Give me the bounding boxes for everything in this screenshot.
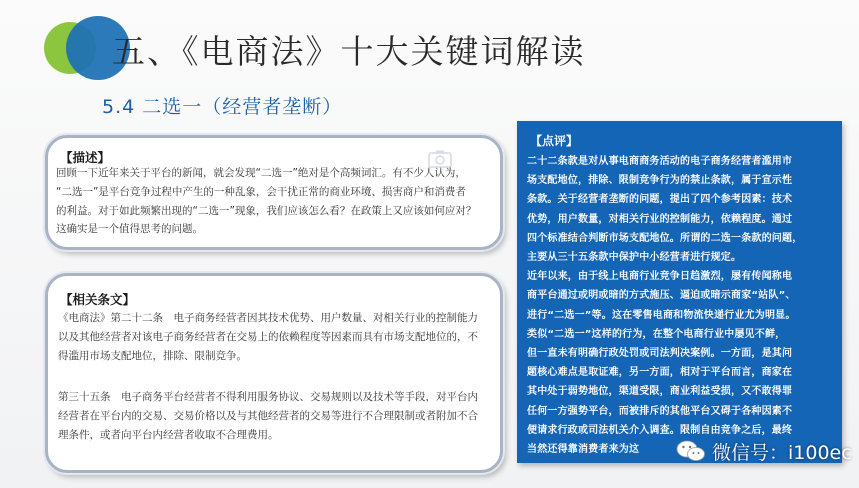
articles-box xyxy=(45,273,503,473)
comment-line: 条款。关于经营者垄断的问题，提出了四个参考因素：技术 xyxy=(527,194,793,206)
comment-line: 进行“二选一”等。这在零售电商和物流快递行业尤为明显。 xyxy=(527,309,796,321)
comment-line: 当然还得靠消费者来为这 xyxy=(527,444,640,456)
comment-line: 商平台通过或明或暗的方式施压、逼迫或暗示商家“站队”、 xyxy=(527,290,796,302)
comment-line: 便请求行政或司法机关介入调查。限制自由竞争之后，最终 xyxy=(527,424,793,436)
camera-icon xyxy=(428,150,452,168)
comment-line: 其中处于弱势地位，渠道受限，商业利益受损，又不敢得罪 xyxy=(527,386,793,398)
comment-line: 近年以来，由于线上电商行业竞争日趋激烈，屡有传闻称电 xyxy=(527,271,793,283)
describe-line: 这确实是一个值得思考的问题。 xyxy=(56,223,203,236)
comment-line: 优势，用户数量，对相关行业的控制能力，依赖程度。通过 xyxy=(527,213,793,225)
describe-line: 回顾一下近年来关于平台的新闻，就会发现“二选一”绝对是个高频词汇。有不少人认为， xyxy=(56,167,466,179)
article-line: 《电商法》第二十二条 电子商务经营者因其技术优势、用户数量、对相关行业的控制能力 xyxy=(58,312,478,324)
comment-line: 四个标准结合判断市场支配地位。所谓的二选一条款的问题， xyxy=(527,232,803,244)
comment-line: 题核心难点是取证难，另一方面，相对于平台而言，商家在 xyxy=(527,367,793,379)
wechat-icon xyxy=(676,439,706,463)
article-line: 第三十五条 电子商务平台经营者不得利用服务协议、交易规则以及技术等手段，对平台内 xyxy=(58,391,478,403)
comment-heading: 【点评】 xyxy=(530,134,579,148)
describe-text xyxy=(56,164,494,239)
comment-line: 场支配地位，排除、限制竞争行为的禁止条款，属于宣示性 xyxy=(527,175,793,187)
watermark-text: 微信号：i100ec xyxy=(712,441,852,464)
article-22 xyxy=(58,309,494,365)
page-subtitle: 5.4 二选一（经营者垄断） xyxy=(102,96,343,118)
describe-line: 的利益。对于如此频繁出现的“二选一”现象，我们应该怎么看？在政策上又应该如何应对？ xyxy=(56,204,477,217)
describe-line: “二选一”是平台竞争过程中产生的一种乱象，会干扰正常的商业环境、损害商户和消费者 xyxy=(56,185,466,198)
wechat-watermark xyxy=(676,434,852,468)
page-title: 五、《电商法》十大关键词解读 xyxy=(112,32,586,71)
article-line: 得滥用市场支配地位，排除、限制竞争。 xyxy=(58,349,247,362)
comment-line: 主要从三十五条款中保护中小经营者进行规定。 xyxy=(527,252,742,264)
comment-line: 但一直未有明确行政处罚或司法判决案例。一方面，是其问 xyxy=(527,348,793,360)
article-35 xyxy=(58,388,494,444)
comment-line: 类似“二选一”这样的行为，在整个电商行业中屡见不鲜， xyxy=(527,328,786,340)
article-line: 理条件，或者向平台内经营者收取不合理费用。 xyxy=(58,428,279,441)
article-line: 以及其他经营者对该电子商务经营者在交易上的依赖程度等因素而具有市场支配地位的，不 xyxy=(58,330,478,343)
comment-line: 任何一方强势平台，而被排斥的其他平台又碍于各种因素不 xyxy=(527,405,793,417)
articles-heading: 【相关条文】 xyxy=(60,292,136,307)
comment-line: 二十二条款是对从事电商商务活动的电子商务经营者滥用市 xyxy=(527,156,793,167)
describe-heading: 【描述】 xyxy=(60,150,111,165)
article-line: 经营者在平台内的交易、交易价格以及与其他经营者的交易等进行不合理限制或者附加不合 xyxy=(58,409,478,422)
comment-panel xyxy=(517,121,842,463)
comment-text xyxy=(527,152,837,459)
